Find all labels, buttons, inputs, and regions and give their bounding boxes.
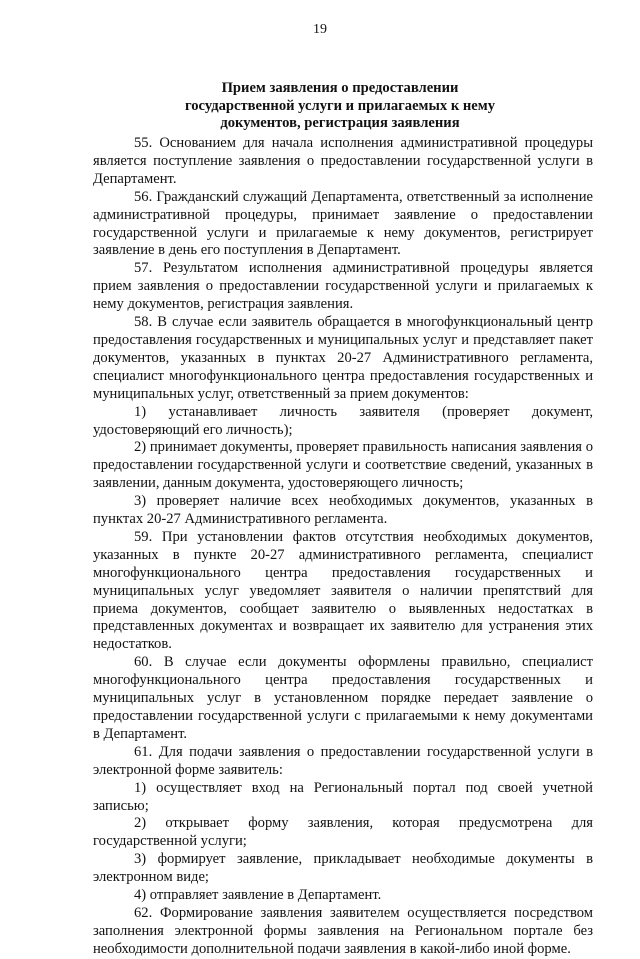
paragraph-58: 58. В случае если заявитель обращается в многофункциональный центр предоставления государственных и муниципальных услуг и представляет пакет документов, указанных в пунктах 20-27 Административного регламента, специалист многофункционального центра предоставления государственных и муниципальных услуг, ответственный за прием документов:	[93, 314, 593, 402]
paragraph-61-item-1: 1) осуществляет вход на Региональный портал под своей учетной записью;	[93, 779, 593, 814]
title-line: государственной услуги и прилагаемых к нему	[184, 97, 496, 114]
paragraph-55: 55. Основанием для начала исполнения административной процедуры является поступление заявления о предоставлении государственной услуги в Департамент.	[93, 135, 593, 187]
paragraph-61-item-4: 4) отправляет заявление в Департамент.	[134, 887, 382, 904]
paragraph-58-item-2: 2) принимает документы, проверяет правильность написания заявления о предоставлении государственной услуги и соответствие сведений, указанных в заявлении, данным документа, удостоверяющего личность;	[93, 439, 593, 492]
page-number: 19	[313, 22, 327, 37]
paragraph-59: 59. При установлении фактов отсутствия необходимых документов, указанных в пункте 20-27 административного регламента, специалист многофункционального центра предоставления государственных и муниципальных услуг уведомляет заявителя о наличии препятствий для приема документов, сообщает заявителю о выявленных недостатках в представленных документах и возвращает их заявителю для устранения этих недостатков.	[93, 528, 593, 653]
paragraph-61-item-2: 2) открывает форму заявления, которая предусмотрена для государственной услуги;	[93, 815, 593, 850]
document-body	[93, 135, 593, 959]
paragraph-61-item-3: 3) формирует заявление, прикладывает необходимые документы в электронном виде;	[93, 851, 593, 886]
paragraph-57: 57. Результатом исполнения административной процедуры является прием заявления о предоставлении государственной услуги и прилагаемых к нему документов, регистрация заявления.	[93, 260, 593, 313]
paragraph-60: 60. В случае если документы оформлены правильно, специалист многофункционального центра предоставления государственных и муниципальных услуг в установленном порядке передает заявление о предоставлении государственной услуги с прилагаемыми к нему документами в Департамент.	[93, 654, 593, 742]
paragraph-61: 61. Для подачи заявления о предоставлении государственной услуги в электронной форме заявитель:	[93, 743, 593, 778]
paragraph-58-item-1: 1) устанавливает личность заявителя (проверяет документ, удостоверяющий его личность);	[93, 403, 593, 438]
paragraph-58-item-3: 3) проверяет наличие всех необходимых документов, указанных в пунктах 20-27 Административного регламента.	[93, 493, 593, 528]
paragraph-56: 56. Гражданский служащий Департамента, ответственный за исполнение административной процедуры, принимает заявление о предоставлении государственной услуги и прилагаемые к нему документов, регистрирует заявление в день его поступления в Департамент.	[93, 188, 593, 259]
section-title	[140, 80, 540, 133]
paragraph-62: 62. Формирование заявления заявителем осуществляется посредством заполнения электронной формы заявления на Региональном портале без необходимости дополнительной подачи заявления в какой-либо иной форме.	[93, 904, 593, 957]
title-line: документов, регистрация заявления	[220, 115, 460, 131]
title-line: Прием заявления о предоставлении	[221, 80, 459, 96]
